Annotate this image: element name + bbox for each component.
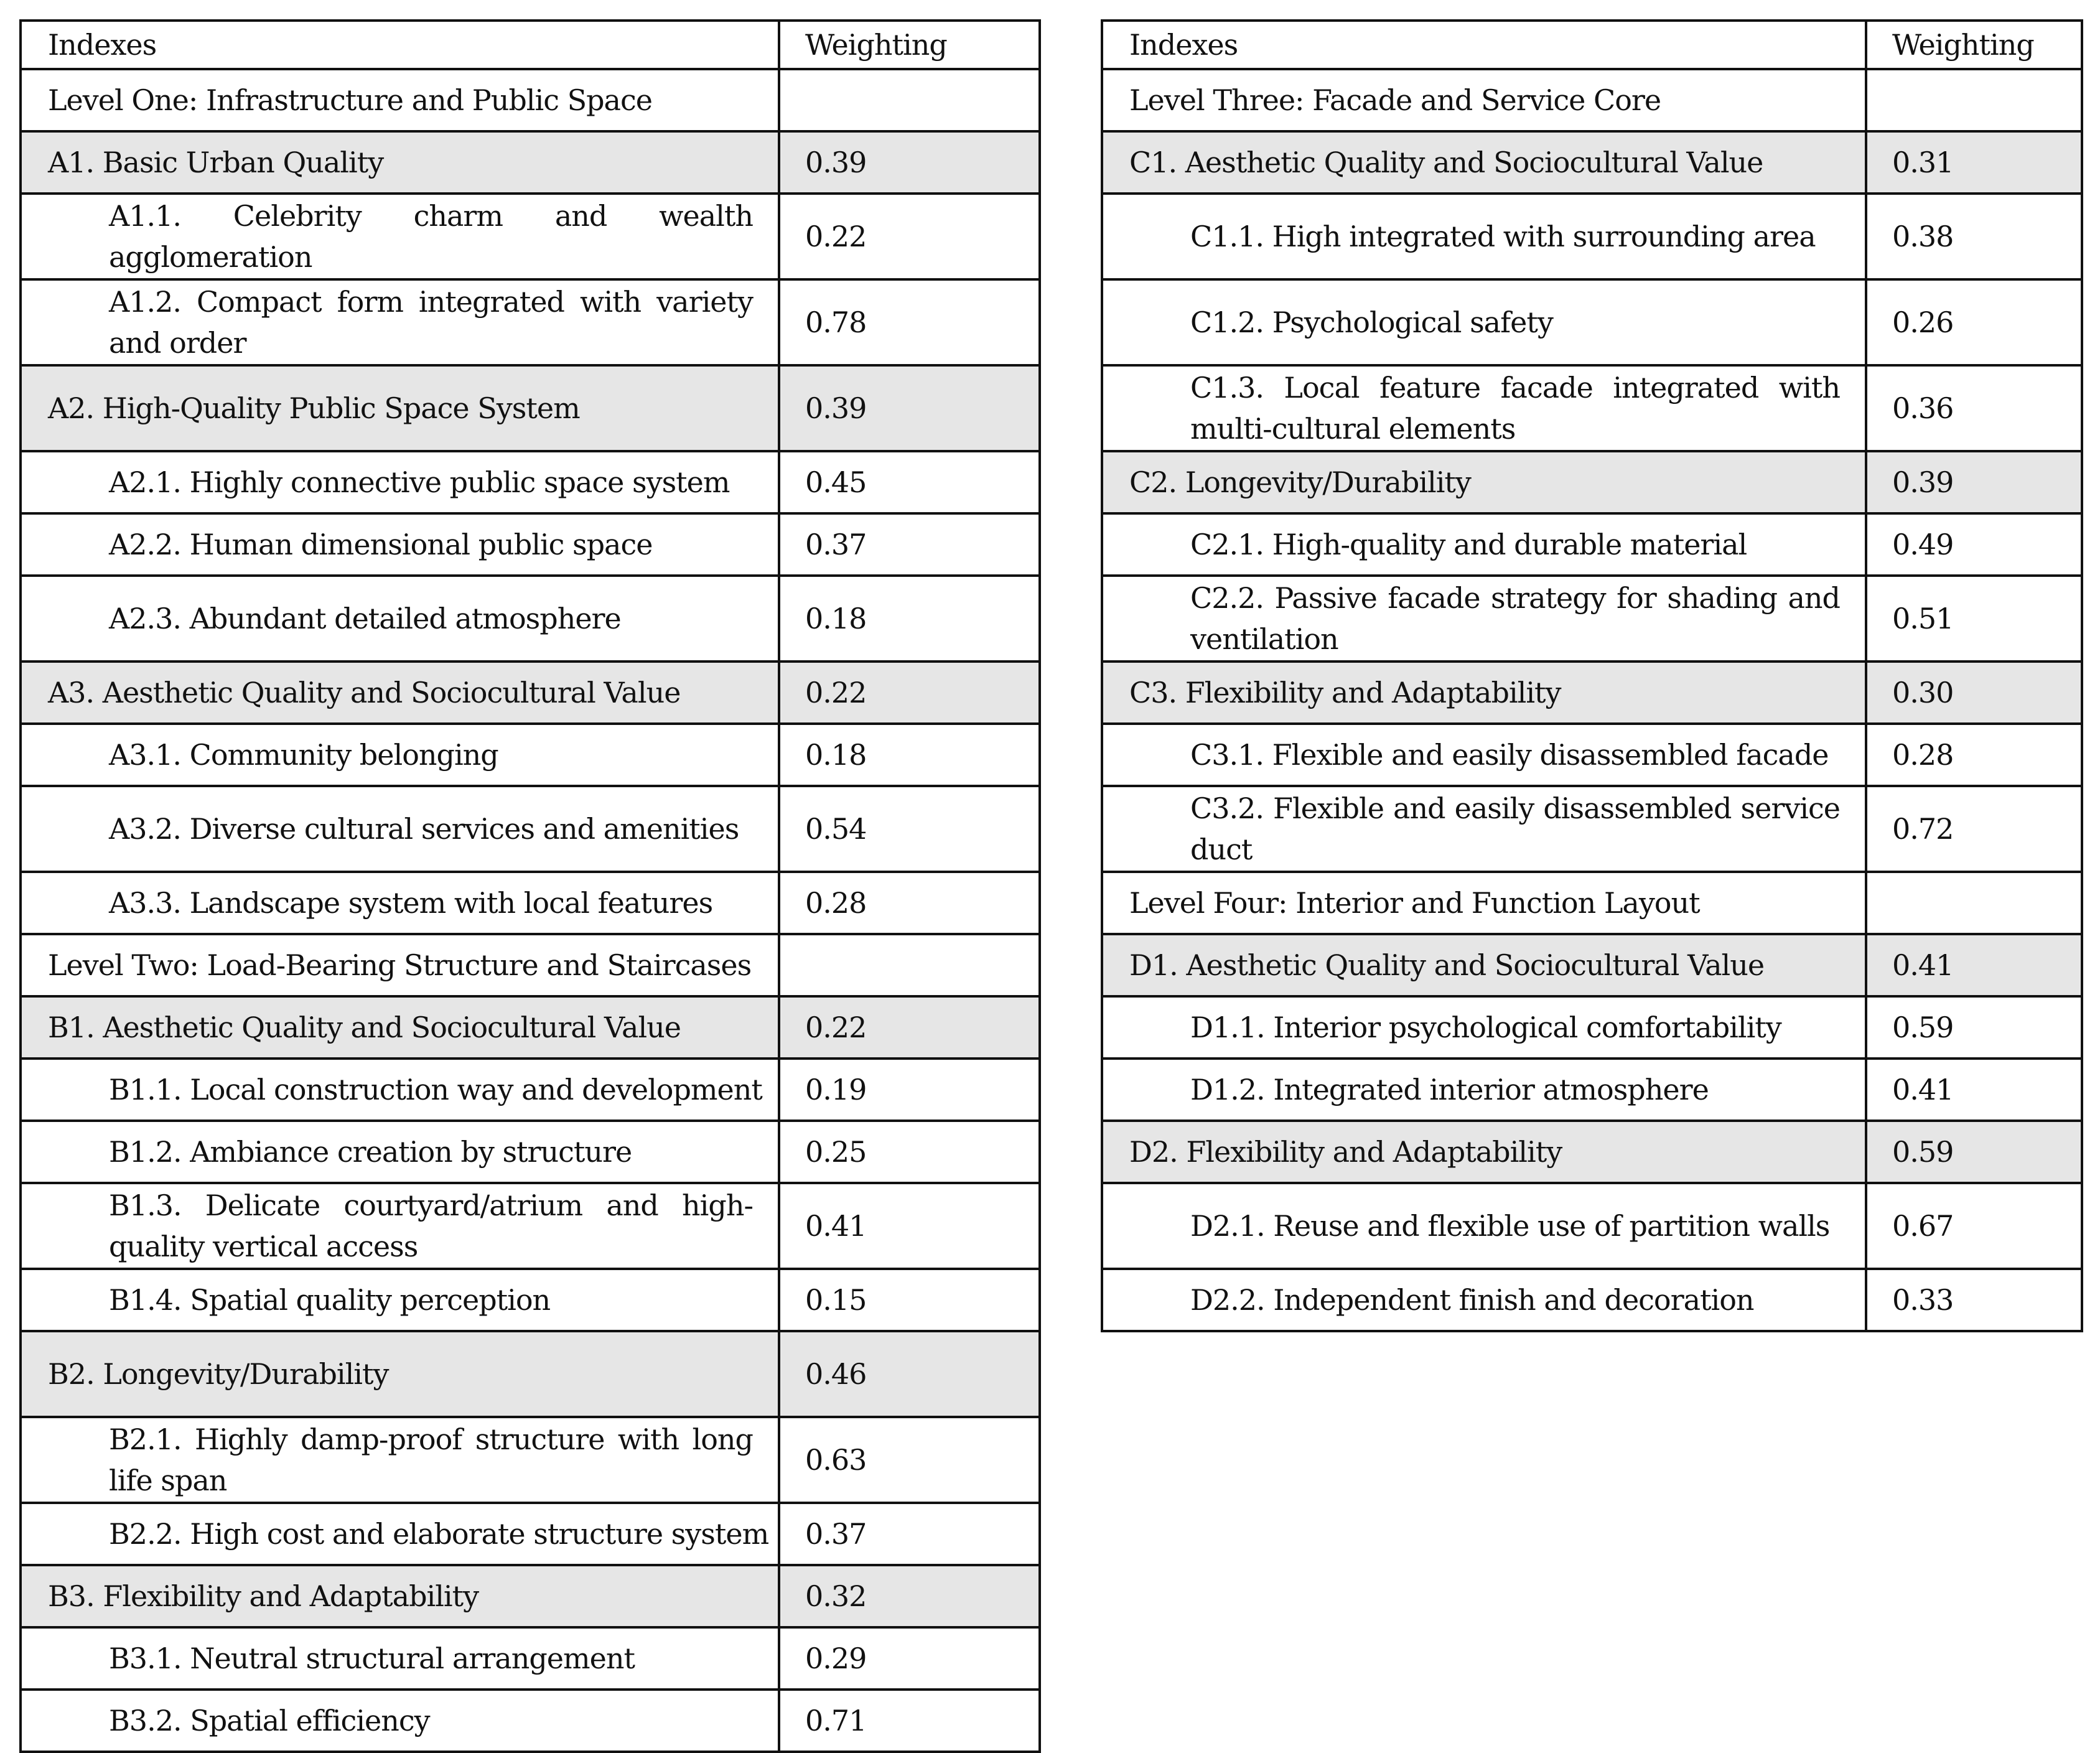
- criterion-row: [1102, 451, 2082, 513]
- criterion-row: [1102, 131, 2082, 194]
- index-cell: Level Three: Facade and Service Core: [1102, 69, 1866, 131]
- weight-cell: [779, 69, 1040, 131]
- index-cell: C3.1. Flexible and easily disassembled facade: [1102, 724, 1866, 786]
- sub-criterion-row: [1102, 724, 2082, 786]
- weight-cell: 0.72: [1866, 786, 2082, 872]
- weighting-header: Weighting: [779, 21, 1040, 69]
- sub-criterion-row: [1102, 576, 2082, 661]
- weight-cell: 0.54: [779, 786, 1040, 872]
- weight-cell: [779, 934, 1040, 996]
- index-cell: D2.2. Independent finish and decoration: [1102, 1269, 1866, 1331]
- sub-criterion-row: [21, 1417, 1040, 1503]
- table-header-row: [21, 21, 1040, 69]
- criterion-row: [21, 365, 1040, 451]
- weight-cell: 0.30: [1866, 661, 2082, 724]
- weight-cell: 0.41: [1866, 934, 2082, 996]
- indexes-header: Indexes: [21, 21, 779, 69]
- sub-criterion-row: [1102, 1183, 2082, 1269]
- index-cell: B1.1. Local construction way and development: [21, 1059, 779, 1121]
- weight-cell: 0.71: [779, 1690, 1040, 1752]
- weight-cell: 0.41: [779, 1183, 1040, 1269]
- table-header-row: [1102, 21, 2082, 69]
- sub-criterion-row: [21, 872, 1040, 934]
- sub-criterion-row: [1102, 1269, 2082, 1331]
- weight-cell: 0.18: [779, 724, 1040, 786]
- sub-criterion-row: [1102, 996, 2082, 1059]
- sub-criterion-row: [21, 279, 1040, 365]
- weight-cell: 0.39: [779, 365, 1040, 451]
- index-cell: B1.4. Spatial quality perception: [21, 1269, 779, 1331]
- level-row: [21, 934, 1040, 996]
- sub-criterion-row: [1102, 786, 2082, 872]
- index-cell: C1.3. Local feature facade integrated with multi-cultural elements: [1102, 365, 1866, 451]
- weight-cell: 0.22: [779, 661, 1040, 724]
- level-row: [1102, 872, 2082, 934]
- index-cell: B1.2. Ambiance creation by structure: [21, 1121, 779, 1183]
- weight-cell: 0.39: [1866, 451, 2082, 513]
- weight-cell: 0.78: [779, 279, 1040, 365]
- left-weighting-table: [19, 19, 1041, 1753]
- sub-criterion-row: [21, 1059, 1040, 1121]
- index-cell: D1.1. Interior psychological comfortability: [1102, 996, 1866, 1059]
- level-row: [1102, 69, 2082, 131]
- index-cell: Level One: Infrastructure and Public Space: [21, 69, 779, 131]
- weight-cell: 0.63: [779, 1417, 1040, 1503]
- sub-criterion-row: [1102, 365, 2082, 451]
- criterion-row: [1102, 1121, 2082, 1183]
- index-cell: A1. Basic Urban Quality: [21, 131, 779, 194]
- weight-cell: 0.22: [779, 996, 1040, 1059]
- sub-criterion-row: [21, 576, 1040, 661]
- index-cell: B2.1. Highly damp-proof structure with long life span: [21, 1417, 779, 1503]
- sub-criterion-row: [1102, 1059, 2082, 1121]
- weight-cell: [1866, 872, 2082, 934]
- sub-criterion-row: [21, 1183, 1040, 1269]
- right-table-body: [1102, 69, 2082, 1331]
- weight-cell: 0.19: [779, 1059, 1040, 1121]
- criterion-row: [21, 131, 1040, 194]
- index-cell: C3.2. Flexible and easily disassembled service duct: [1102, 786, 1866, 872]
- index-cell: Level Four: Interior and Function Layout: [1102, 872, 1866, 934]
- index-cell: C1.2. Psychological safety: [1102, 279, 1866, 365]
- sub-criterion-row: [21, 1503, 1040, 1565]
- sub-criterion-row: [21, 1690, 1040, 1752]
- criterion-row: [21, 996, 1040, 1059]
- index-cell: B2. Longevity/Durability: [21, 1331, 779, 1417]
- index-cell: D2.1. Reuse and flexible use of partition walls: [1102, 1183, 1866, 1269]
- index-cell: C2.2. Passive facade strategy for shading and ventilation: [1102, 576, 1866, 661]
- criterion-row: [1102, 934, 2082, 996]
- index-cell: B3.1. Neutral structural arrangement: [21, 1627, 779, 1690]
- index-cell: Level Two: Load-Bearing Structure and Staircases: [21, 934, 779, 996]
- weight-cell: 0.29: [779, 1627, 1040, 1690]
- weight-cell: 0.37: [779, 1503, 1040, 1565]
- index-cell: D1. Aesthetic Quality and Sociocultural Value: [1102, 934, 1866, 996]
- index-cell: A1.1. Celebrity charm and wealth agglomeration: [21, 194, 779, 279]
- index-cell: B3. Flexibility and Adaptability: [21, 1565, 779, 1627]
- weight-cell: 0.67: [1866, 1183, 2082, 1269]
- index-cell: B3.2. Spatial efficiency: [21, 1690, 779, 1752]
- index-cell: A2.2. Human dimensional public space: [21, 513, 779, 576]
- index-cell: C2. Longevity/Durability: [1102, 451, 1866, 513]
- weight-cell: 0.45: [779, 451, 1040, 513]
- weight-cell: 0.25: [779, 1121, 1040, 1183]
- index-cell: C3. Flexibility and Adaptability: [1102, 661, 1866, 724]
- index-cell: A3.1. Community belonging: [21, 724, 779, 786]
- index-cell: B1. Aesthetic Quality and Sociocultural Value: [21, 996, 779, 1059]
- index-cell: A2.3. Abundant detailed atmosphere: [21, 576, 779, 661]
- index-cell: C1. Aesthetic Quality and Sociocultural Value: [1102, 131, 1866, 194]
- index-cell: A2.1. Highly connective public space system: [21, 451, 779, 513]
- weight-cell: 0.18: [779, 576, 1040, 661]
- sub-criterion-row: [1102, 279, 2082, 365]
- weight-cell: 0.26: [1866, 279, 2082, 365]
- sub-criterion-row: [1102, 194, 2082, 279]
- sub-criterion-row: [21, 1121, 1040, 1183]
- weight-cell: 0.46: [779, 1331, 1040, 1417]
- weight-cell: 0.31: [1866, 131, 2082, 194]
- left-table-body: [21, 69, 1040, 1752]
- index-cell: D2. Flexibility and Adaptability: [1102, 1121, 1866, 1183]
- sub-criterion-row: [1102, 513, 2082, 576]
- weighting-header: Weighting: [1866, 21, 2082, 69]
- level-row: [21, 69, 1040, 131]
- weight-cell: 0.59: [1866, 1121, 2082, 1183]
- index-cell: A2. High-Quality Public Space System: [21, 365, 779, 451]
- weight-cell: 0.49: [1866, 513, 2082, 576]
- weight-cell: 0.38: [1866, 194, 2082, 279]
- sub-criterion-row: [21, 724, 1040, 786]
- weight-cell: 0.39: [779, 131, 1040, 194]
- weight-cell: 0.28: [1866, 724, 2082, 786]
- index-cell: C2.1. High-quality and durable material: [1102, 513, 1866, 576]
- index-cell: A3.3. Landscape system with local features: [21, 872, 779, 934]
- index-cell: A3. Aesthetic Quality and Sociocultural Value: [21, 661, 779, 724]
- index-cell: D1.2. Integrated interior atmosphere: [1102, 1059, 1866, 1121]
- weight-cell: 0.36: [1866, 365, 2082, 451]
- criterion-row: [21, 661, 1040, 724]
- weight-cell: 0.41: [1866, 1059, 2082, 1121]
- sub-criterion-row: [21, 513, 1040, 576]
- criterion-row: [21, 1331, 1040, 1417]
- weight-cell: 0.37: [779, 513, 1040, 576]
- index-cell: B1.3. Delicate courtyard/atrium and high-quality vertical access: [21, 1183, 779, 1269]
- weight-cell: 0.33: [1866, 1269, 2082, 1331]
- weight-cell: 0.32: [779, 1565, 1040, 1627]
- sub-criterion-row: [21, 1269, 1040, 1331]
- weight-cell: 0.59: [1866, 996, 2082, 1059]
- right-weighting-table: [1101, 19, 2083, 1332]
- sub-criterion-row: [21, 194, 1040, 279]
- weight-cell: 0.22: [779, 194, 1040, 279]
- sub-criterion-row: [21, 786, 1040, 872]
- index-cell: A1.2. Compact form integrated with variety and order: [21, 279, 779, 365]
- criterion-row: [21, 1565, 1040, 1627]
- index-cell: B2.2. High cost and elaborate structure system: [21, 1503, 779, 1565]
- index-cell: A3.2. Diverse cultural services and amenities: [21, 786, 779, 872]
- weight-cell: [1866, 69, 2082, 131]
- indexes-header: Indexes: [1102, 21, 1866, 69]
- sub-criterion-row: [21, 1627, 1040, 1690]
- sub-criterion-row: [21, 451, 1040, 513]
- index-cell: C1.1. High integrated with surrounding area: [1102, 194, 1866, 279]
- weight-cell: 0.28: [779, 872, 1040, 934]
- weight-cell: 0.15: [779, 1269, 1040, 1331]
- criterion-row: [1102, 661, 2082, 724]
- weight-cell: 0.51: [1866, 576, 2082, 661]
